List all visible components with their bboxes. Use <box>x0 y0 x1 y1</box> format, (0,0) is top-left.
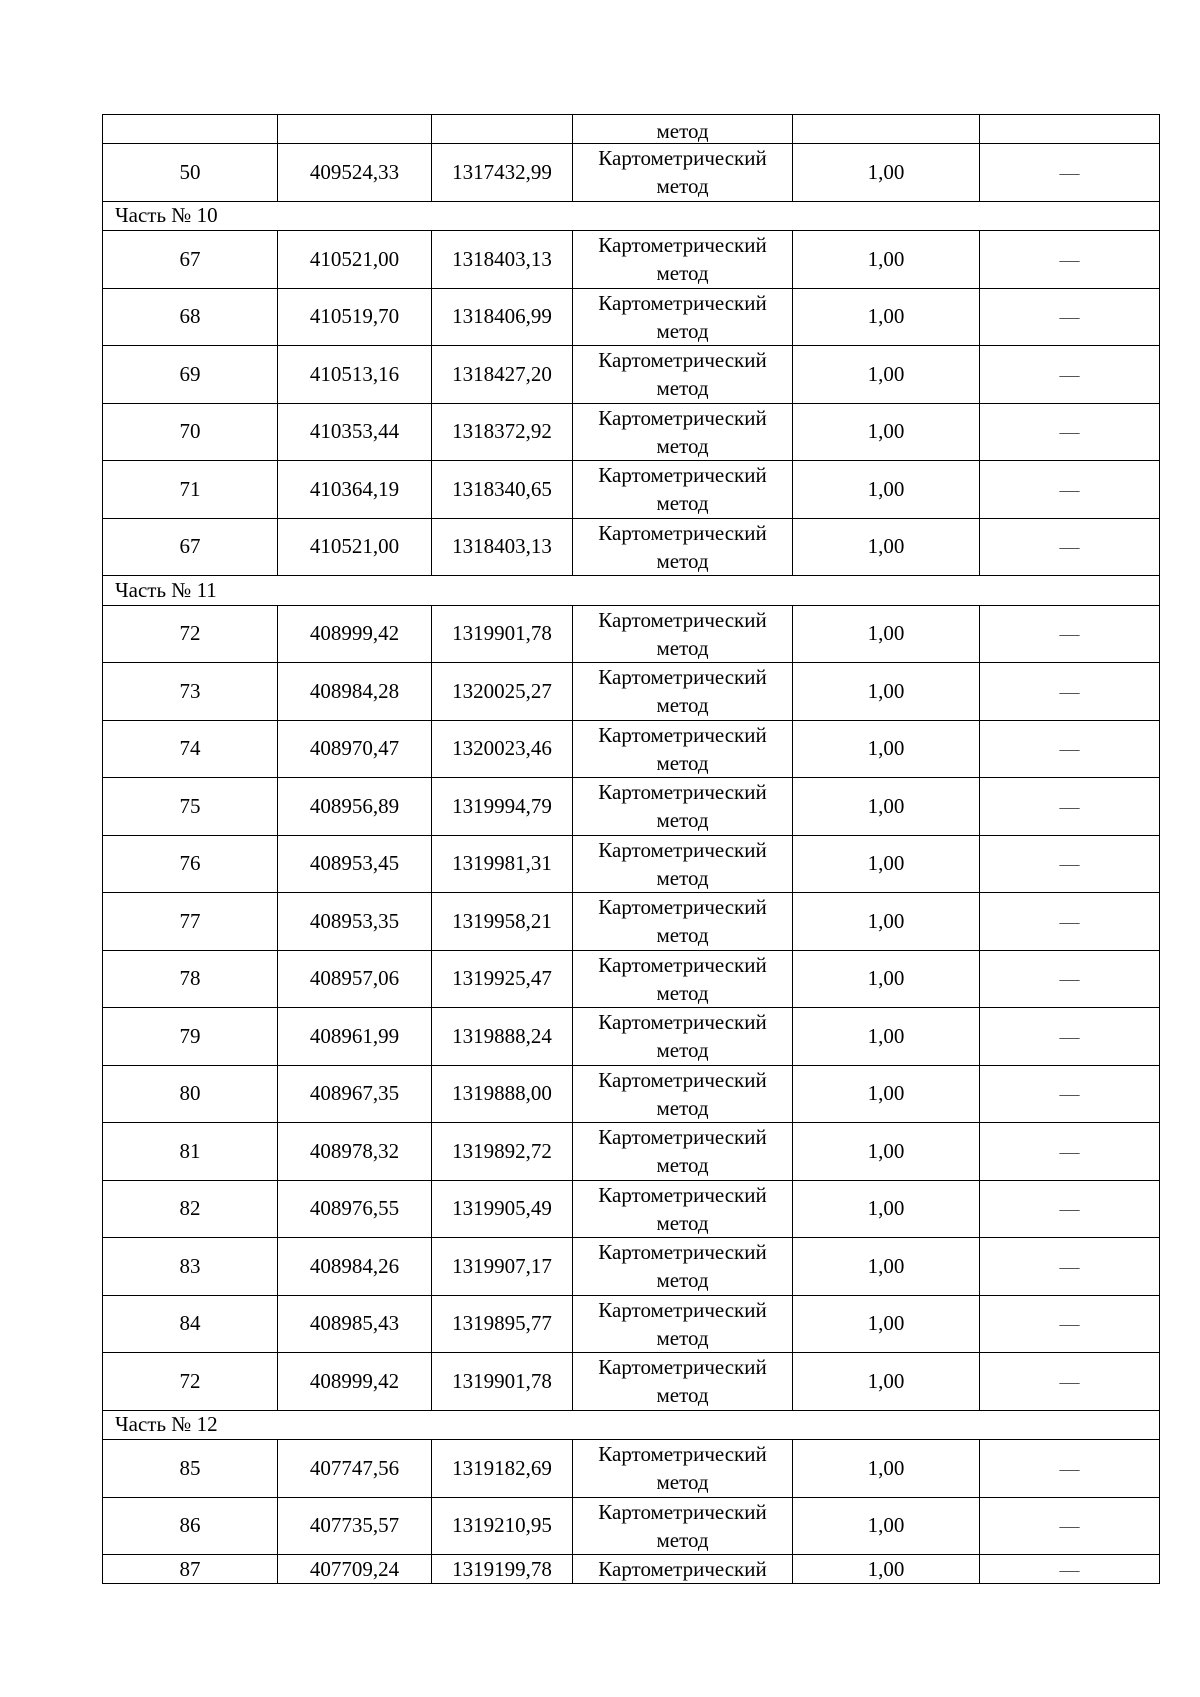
note-cell <box>980 518 1160 576</box>
method-text: Картометрический <box>598 665 767 690</box>
method-cell <box>573 1440 793 1498</box>
y-cell: 1318372,92 <box>432 403 573 461</box>
x-cell: 408984,28 <box>278 663 432 721</box>
y-cell: 1319892,72 <box>432 1123 573 1181</box>
method-text: метод <box>656 1153 709 1178</box>
method-cell <box>573 950 793 1008</box>
table-row <box>103 778 1160 836</box>
x-cell: 408978,32 <box>278 1123 432 1181</box>
accuracy-cell: 1,00 <box>793 1008 980 1066</box>
method-text: Картометрический <box>598 895 767 920</box>
method-text: метод <box>656 808 709 833</box>
accuracy-cell: 1,00 <box>793 1238 980 1296</box>
dash-mark: — <box>1059 161 1080 184</box>
accuracy-cell: 1,00 <box>793 1353 980 1411</box>
method-cell <box>573 1008 793 1066</box>
point-cell: 79 <box>103 1008 278 1066</box>
method-cell <box>573 231 793 289</box>
method-cell <box>573 1065 793 1123</box>
section-label: Часть № 11 <box>103 576 1160 606</box>
note-cell <box>980 950 1160 1008</box>
point-cell: 74 <box>103 720 278 778</box>
method-text: метод <box>656 1470 709 1495</box>
table-row <box>103 518 1160 576</box>
accuracy-cell: 1,00 <box>793 288 980 346</box>
y-cell: 1318403,13 <box>432 231 573 289</box>
x-cell: 408953,45 <box>278 835 432 893</box>
point-cell: 85 <box>103 1440 278 1498</box>
table-row <box>103 1295 1160 1353</box>
dash-mark: — <box>1059 478 1080 501</box>
note-cell <box>980 461 1160 519</box>
point-cell: 81 <box>103 1123 278 1181</box>
table-row <box>103 720 1160 778</box>
method-text: Картометрический <box>598 607 767 632</box>
note-cell <box>980 1440 1160 1498</box>
method-cell <box>573 720 793 778</box>
table-row <box>103 1008 1160 1066</box>
note-cell <box>980 1555 1160 1584</box>
dash-mark: — <box>1059 306 1080 329</box>
section-row <box>103 576 1160 606</box>
dash-mark: — <box>1059 1025 1080 1048</box>
method-text: метод <box>656 980 709 1005</box>
y-cell: 1319888,24 <box>432 1008 573 1066</box>
note-cell <box>980 346 1160 404</box>
table-row <box>103 950 1160 1008</box>
point-cell: 82 <box>103 1180 278 1238</box>
accuracy-cell: 1,00 <box>793 835 980 893</box>
method-text: Картометрический <box>598 233 767 258</box>
note-cell <box>980 778 1160 836</box>
method-text: метод <box>656 491 709 516</box>
method-cell <box>573 1555 793 1584</box>
method-text: Картометрический <box>598 520 767 545</box>
y-cell: 1319888,00 <box>432 1065 573 1123</box>
coordinates-table <box>102 114 1160 1584</box>
point-cell: 67 <box>103 518 278 576</box>
point-cell: 80 <box>103 1065 278 1123</box>
note-cell <box>980 1238 1160 1296</box>
dash-mark: — <box>1059 1313 1080 1336</box>
note-cell <box>980 288 1160 346</box>
x-cell: 408970,47 <box>278 720 432 778</box>
y-cell: 1317432,99 <box>432 144 573 202</box>
table-row <box>103 231 1160 289</box>
x-cell: 410519,70 <box>278 288 432 346</box>
accuracy-cell: 1,00 <box>793 1065 980 1123</box>
accuracy-cell: 1,00 <box>793 605 980 663</box>
method-text: Картометрический <box>598 1010 767 1035</box>
x-cell: 409524,33 <box>278 144 432 202</box>
dash-mark: — <box>1059 910 1080 933</box>
table-row <box>103 893 1160 951</box>
y-cell: 1319182,69 <box>432 1440 573 1498</box>
y-cell: 1320023,46 <box>432 720 573 778</box>
dash-mark: — <box>1059 1083 1080 1106</box>
y-cell: 1319199,78 <box>432 1555 573 1584</box>
dash-mark: — <box>1059 1370 1080 1393</box>
note-cell <box>980 605 1160 663</box>
y-cell: 1319901,78 <box>432 1353 573 1411</box>
point-cell: 69 <box>103 346 278 404</box>
y-cell: 1319905,49 <box>432 1180 573 1238</box>
y-cell: 1319958,21 <box>432 893 573 951</box>
point-cell: 76 <box>103 835 278 893</box>
note-cell <box>980 231 1160 289</box>
x-cell: 408956,89 <box>278 778 432 836</box>
point-cell <box>103 115 278 144</box>
dash-mark: — <box>1059 680 1080 703</box>
method-cell <box>573 1295 793 1353</box>
dash-mark: — <box>1059 1140 1080 1163</box>
table-row <box>103 663 1160 721</box>
y-cell: 1319210,95 <box>432 1497 573 1555</box>
method-cell <box>573 1497 793 1555</box>
point-cell: 75 <box>103 778 278 836</box>
table-row <box>103 1238 1160 1296</box>
method-text: метод <box>656 174 709 199</box>
x-cell: 407747,56 <box>278 1440 432 1498</box>
y-cell: 1319994,79 <box>432 778 573 836</box>
x-cell: 408976,55 <box>278 1180 432 1238</box>
x-cell: 410364,19 <box>278 461 432 519</box>
accuracy-cell: 1,00 <box>793 1440 980 1498</box>
dash-mark: — <box>1059 968 1080 991</box>
method-cell <box>573 1180 793 1238</box>
section-row <box>103 1410 1160 1440</box>
x-cell: 408999,42 <box>278 1353 432 1411</box>
note-cell <box>980 144 1160 202</box>
method-text: Картометрический <box>598 1297 767 1322</box>
note-cell <box>980 1123 1160 1181</box>
method-text: метод <box>656 1325 709 1350</box>
method-text: Картометрический <box>598 1240 767 1265</box>
x-cell: 408967,35 <box>278 1065 432 1123</box>
accuracy-cell: 1,00 <box>793 518 980 576</box>
dash-mark: — <box>1059 363 1080 386</box>
method-text: метод <box>656 865 709 890</box>
x-cell: 410521,00 <box>278 518 432 576</box>
section-label: Часть № 10 <box>103 201 1160 231</box>
y-cell: 1318406,99 <box>432 288 573 346</box>
x-cell: 408999,42 <box>278 605 432 663</box>
dash-mark: — <box>1059 1515 1080 1538</box>
x-cell: 408984,26 <box>278 1238 432 1296</box>
y-cell: 1318340,65 <box>432 461 573 519</box>
table-row <box>103 1065 1160 1123</box>
method-text: метод <box>656 376 709 401</box>
note-cell <box>980 115 1160 144</box>
method-text: Картометрический <box>598 463 767 488</box>
table-row <box>103 461 1160 519</box>
point-cell: 71 <box>103 461 278 519</box>
note-cell <box>980 893 1160 951</box>
point-cell: 67 <box>103 231 278 289</box>
x-cell: 408985,43 <box>278 1295 432 1353</box>
dash-mark: — <box>1059 248 1080 271</box>
y-cell: 1318427,20 <box>432 346 573 404</box>
method-text: Картометрический <box>598 837 767 862</box>
accuracy-cell: 1,00 <box>793 1180 980 1238</box>
method-cell <box>573 663 793 721</box>
method-text: Картометрический <box>598 348 767 373</box>
table-row <box>103 1497 1160 1555</box>
dash-mark: — <box>1059 1255 1080 1278</box>
note-cell <box>980 1008 1160 1066</box>
method-cell <box>573 346 793 404</box>
dash-mark: — <box>1059 795 1080 818</box>
x-cell: 408957,06 <box>278 950 432 1008</box>
method-text: метод <box>656 1210 709 1235</box>
point-cell: 78 <box>103 950 278 1008</box>
table-row <box>103 1353 1160 1411</box>
point-cell: 68 <box>103 288 278 346</box>
method-cell <box>573 1123 793 1181</box>
table-row-cut <box>103 1555 1160 1584</box>
method-text: Картометрический <box>598 1125 767 1150</box>
method-cell: метод <box>573 115 793 144</box>
method-text: Картометрический <box>598 1355 767 1380</box>
x-cell: 410521,00 <box>278 231 432 289</box>
accuracy-cell: 1,00 <box>793 778 980 836</box>
note-cell <box>980 1353 1160 1411</box>
table-row <box>103 403 1160 461</box>
method-cell <box>573 893 793 951</box>
accuracy-cell: 1,00 <box>793 1295 980 1353</box>
method-text: метод <box>656 750 709 775</box>
method-text: метод <box>656 1095 709 1120</box>
method-cell <box>573 288 793 346</box>
table-row <box>103 1440 1160 1498</box>
point-cell: 73 <box>103 663 278 721</box>
table-row <box>103 288 1160 346</box>
method-cell <box>573 1353 793 1411</box>
y-cell: 1319925,47 <box>432 950 573 1008</box>
note-cell <box>980 835 1160 893</box>
method-text: метод <box>656 1383 709 1408</box>
method-text: Картометрический <box>598 146 767 171</box>
accuracy-cell: 1,00 <box>793 1123 980 1181</box>
method-cell <box>573 605 793 663</box>
table-row <box>103 346 1160 404</box>
table-row <box>103 1123 1160 1181</box>
y-cell: 1319901,78 <box>432 605 573 663</box>
point-cell: 50 <box>103 144 278 202</box>
y-cell: 1319907,17 <box>432 1238 573 1296</box>
method-cell <box>573 778 793 836</box>
point-cell: 72 <box>103 1353 278 1411</box>
table-row <box>103 1180 1160 1238</box>
accuracy-cell: 1,00 <box>793 461 980 519</box>
method-cell <box>573 461 793 519</box>
note-cell <box>980 1065 1160 1123</box>
accuracy-cell: 1,00 <box>793 720 980 778</box>
x-cell <box>278 115 432 144</box>
point-cell: 70 <box>103 403 278 461</box>
note-cell <box>980 1180 1160 1238</box>
table-row <box>103 605 1160 663</box>
x-cell: 407709,24 <box>278 1555 432 1584</box>
method-text: метод <box>656 1038 709 1063</box>
method-text: метод <box>656 318 709 343</box>
point-cell: 83 <box>103 1238 278 1296</box>
table-row-continued <box>103 115 1160 144</box>
note-cell <box>980 403 1160 461</box>
note-cell <box>980 720 1160 778</box>
method-text: Картометрический <box>598 290 767 315</box>
accuracy-cell: 1,00 <box>793 663 980 721</box>
method-text: Картометрический <box>598 405 767 430</box>
y-cell: 1318403,13 <box>432 518 573 576</box>
table-row <box>103 144 1160 202</box>
y-cell: 1319895,77 <box>432 1295 573 1353</box>
dash-mark: — <box>1059 536 1080 559</box>
table-row <box>103 835 1160 893</box>
accuracy-cell: 1,00 <box>793 950 980 1008</box>
method-text: метод <box>656 1268 709 1293</box>
dash-mark: — <box>1059 1457 1080 1480</box>
point-cell: 87 <box>103 1555 278 1584</box>
x-cell: 410513,16 <box>278 346 432 404</box>
method-cell <box>573 835 793 893</box>
accuracy-cell <box>793 115 980 144</box>
accuracy-cell: 1,00 <box>793 144 980 202</box>
method-cell <box>573 1238 793 1296</box>
method-text: Картометрический <box>598 1067 767 1092</box>
method-cell <box>573 518 793 576</box>
y-cell: 1320025,27 <box>432 663 573 721</box>
dash-mark: — <box>1059 1558 1080 1581</box>
table-body <box>103 115 1160 1584</box>
method-text: метод <box>656 261 709 286</box>
accuracy-cell: 1,00 <box>793 231 980 289</box>
method-text: Картометрический <box>598 1499 767 1524</box>
point-cell: 84 <box>103 1295 278 1353</box>
note-cell <box>980 1295 1160 1353</box>
accuracy-cell: 1,00 <box>793 893 980 951</box>
x-cell: 408961,99 <box>278 1008 432 1066</box>
method-text: Картометрический <box>598 722 767 747</box>
method-text: Картометрический <box>598 1182 767 1207</box>
x-cell: 407735,57 <box>278 1497 432 1555</box>
note-cell <box>980 663 1160 721</box>
accuracy-cell: 1,00 <box>793 1497 980 1555</box>
method-text: Картометрический <box>598 1442 767 1467</box>
point-cell: 77 <box>103 893 278 951</box>
dash-mark: — <box>1059 1198 1080 1221</box>
method-text: метод <box>656 923 709 948</box>
y-cell: 1319981,31 <box>432 835 573 893</box>
note-cell <box>980 1497 1160 1555</box>
accuracy-cell: 1,00 <box>793 346 980 404</box>
point-cell: 72 <box>103 605 278 663</box>
method-text: метод <box>656 693 709 718</box>
method-text: Картометрический <box>598 780 767 805</box>
method-text: Картометрический <box>598 952 767 977</box>
dash-mark: — <box>1059 853 1080 876</box>
y-cell <box>432 115 573 144</box>
accuracy-cell: 1,00 <box>793 1555 980 1584</box>
method-text: метод <box>656 1527 709 1552</box>
method-cell <box>573 144 793 202</box>
x-cell: 408953,35 <box>278 893 432 951</box>
method-text: метод <box>656 635 709 660</box>
method-text: метод <box>656 433 709 458</box>
section-label: Часть № 12 <box>103 1410 1160 1440</box>
method-cell <box>573 403 793 461</box>
dash-mark: — <box>1059 738 1080 761</box>
method-text: метод <box>656 548 709 573</box>
method-text: Картометрический <box>598 1557 767 1581</box>
point-cell: 86 <box>103 1497 278 1555</box>
x-cell: 410353,44 <box>278 403 432 461</box>
dash-mark: — <box>1059 623 1080 646</box>
section-row <box>103 201 1160 231</box>
dash-mark: — <box>1059 421 1080 444</box>
accuracy-cell: 1,00 <box>793 403 980 461</box>
